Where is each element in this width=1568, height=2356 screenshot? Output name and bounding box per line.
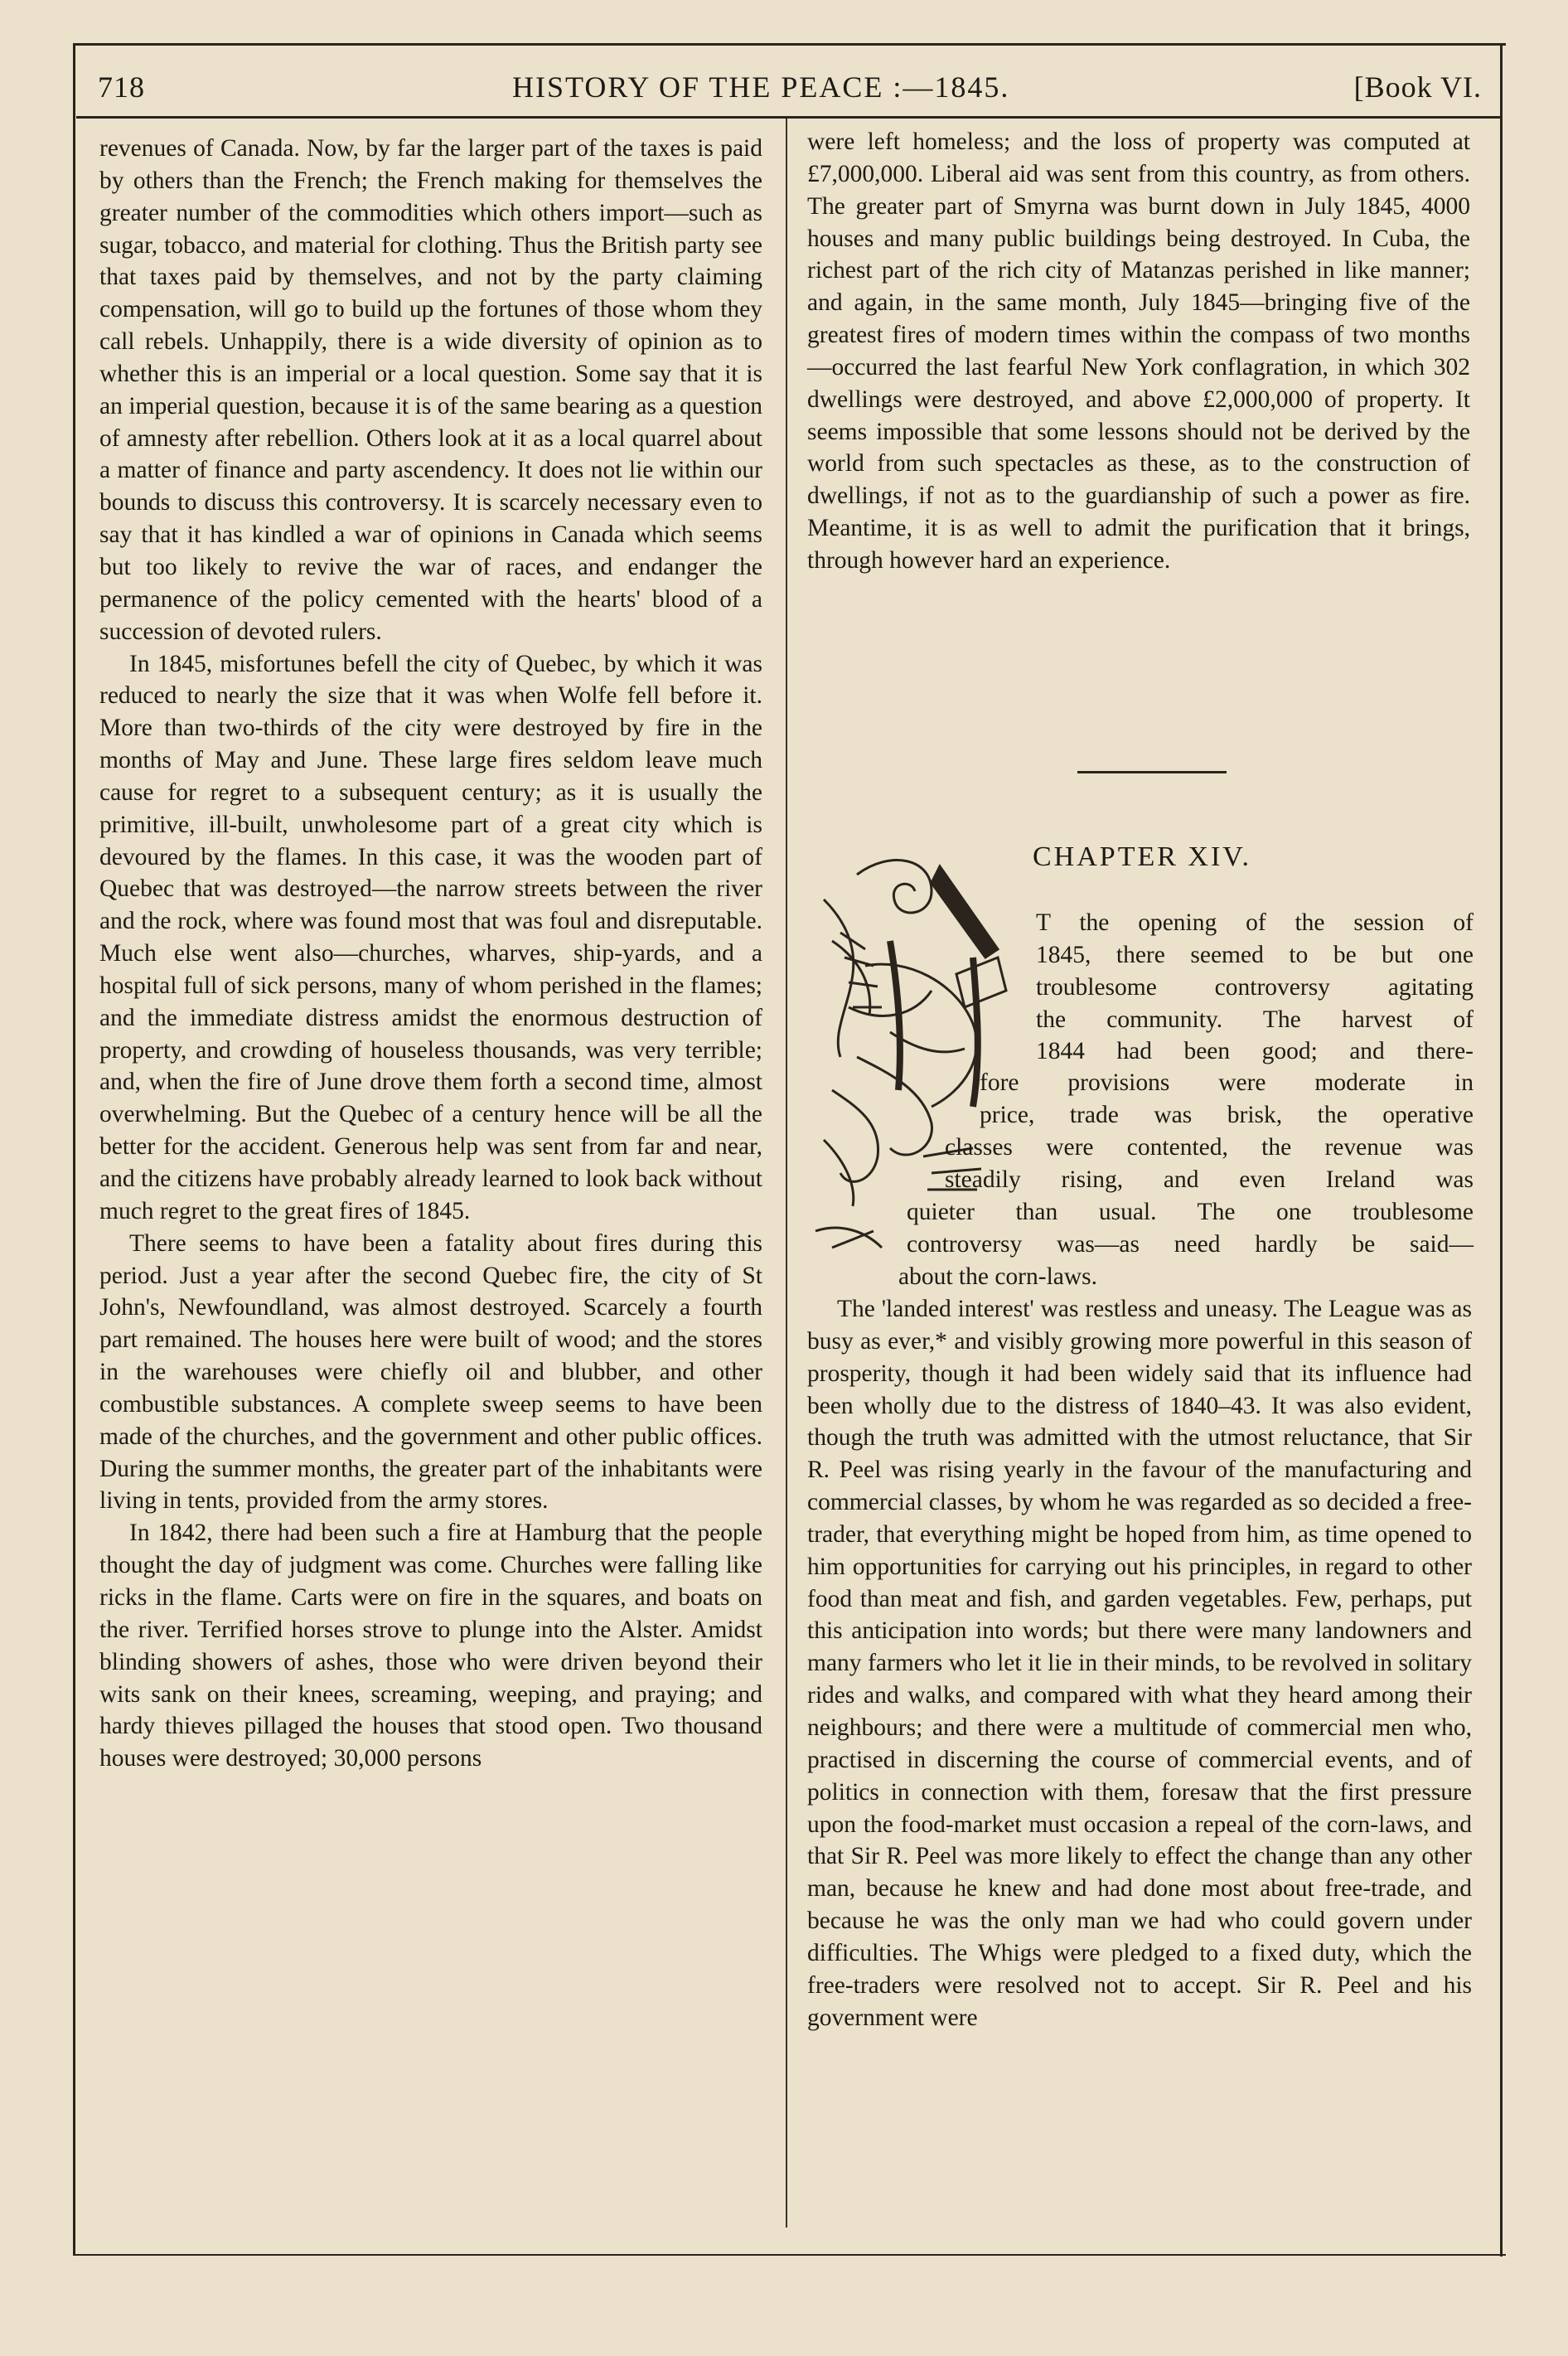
paragraph: In 1845, misfortunes befell the city of Quebec, by which it was reduced to nearly the size that it was when Wolfe fell before it. More than two-thirds of the city were destroyed by fire in the months of May and June. These large fires seldom leave much cause for regret to a subsequent century; as it is usually the primitive, ill-built, unwholesome part of a great city which is devoured by the flames. In this case, it was the wooden part of Quebec that was destroyed—the narrow streets between the river and the rock, where was found most that was foul and disreputable. Much else went also—churches, wharves, ship-yards, and a hospital full of sick persons, many of whom perished in the flames; and the immediate distress amidst the enormous destruction of property, and crowding of houseless thousands, was very terrible; and, when the fire of June drove them forth a second time, almost overwhelming. But the Quebec of a century hence will be all the better for the accident. Generous help was sent from far and near, and the citizens have probably already learned to look back without much regret to the great fires of 1845. [99,650,762,1224]
text-line: price, trade was brisk, the operative [980,1101,1474,1128]
paragraph: There seems to have been a fatality about fires during this period. Just a year after the second Quebec fire, the city of St John's, Newfoundland, was almost destroyed. Scarcely a fourth part remained. The houses here were built of wood; and the stores in the warehouses were chiefly oil and blubber, and other combustible substances. A complete sweep seems to have been made of the churches, and the government and other public offices. During the summer months, the greater part of the inhabitants were living in tents, provided from the army stores. [99,1229,762,1515]
text-line: fore provisions were moderate in [980,1069,1474,1096]
chapter-opening-lines [1036,907,1474,1068]
text-line: troublesome controversy agitating [1036,973,1474,1001]
chapter-opening-lines [898,1261,1474,1293]
right-border-rule [1500,43,1503,2257]
running-header [98,65,1482,114]
right-column-bottom [807,1293,1472,2034]
left-column [99,133,762,1775]
text-line: classes were contented, the revenue was [945,1134,1474,1161]
text-line: steadily rising, and even Ireland was [945,1166,1474,1193]
book-label: [Book VI. [1353,70,1482,104]
chapter-title: CHAPTER XIV. [1033,841,1251,872]
page-number: 718 [98,70,145,104]
running-title: HISTORY OF THE PEACE :—1845. [512,70,1010,104]
chapter-opening-lines [980,1067,1474,1132]
text-line: 1845, there seemed to be but one [1036,941,1474,968]
section-separator [1077,771,1227,773]
column-rule [786,119,787,2228]
right-column-top [807,126,1470,577]
paragraph: In 1842, there had been such a fire at Hamburg that the people thought the day of judgment was come. Churches were falling like ricks in the flame. Carts were on fire in the squares, and boats on the river. Terrified horses strove to plunge into the Alster. Amidst blinding showers of ashes, those who were driven beyond their wits sank on their knees, screaming, weeping, and praying; and hardy thieves pillaged the houses that stood open. Two thousand houses were destroyed; 30,000 persons [99,1520,762,1772]
chapter-opening-lines [907,1196,1474,1261]
text-line: quieter than usual. The one troublesome [907,1199,1474,1225]
text-line: controversy was—as need hardly be said— [907,1230,1474,1258]
text-line: T the opening of the session of [1036,909,1474,936]
header-rule [76,116,1500,119]
text-line: about the corn-laws. [898,1263,1098,1290]
paragraph: The 'landed interest' was restless and uneasy. The League was as busy as ever,* and visibly growing more powerful in this season of prosperity, though it had been widely said that its influence had been wholly due to the distress of 1840–43. It was also evident, though the truth was admitted with the utmost reluctance, that Sir R. Peel was rising yearly in the favour of the manufacturing and commercial classes, by whom he was regarded as so decided a free-trader, that everything might be hoped from him, as time opened to him opportunities for carrying out his principles, in regard to other food than meat and fish, and garden vegetables. Few, perhaps, put this anticipation into words; but there were many landowners and many farmers who let it lie in their minds, to be revolved in solitary rides and walks, and compared with what they heard among their neighbours; and there were a multitude of commercial men who, practised in discerning the course of commercial events, and of politics in connection with them, foresaw that the first pressure upon the food-market must occasion a repeal of the corn-laws, and that Sir R. Peel was more likely to effect the change than any other man, because he knew and had done most about free-trade, and because he was the only man we had who could govern under difficulties. The Whigs were pledged to a fixed duty, which the free-traders were resolved not to accept. Sir R. Peel and his government were [807,1296,1472,2031]
chapter-opening-lines [945,1132,1474,1196]
paragraph: were left homeless; and the loss of property was computed at £7,000,000. Liberal aid was sent from this country, as from others. The greater part of Smyrna was burnt down in July 1845, 4000 houses and many public buildings being destroyed. In Cuba, the richest part of the rich city of Matanzas perished in like manner; and again, in the same month, July 1845—bringing five of the greatest fires of modern times within the compass of two months —occurred the last fearful New York conflagration, in which 302 dwellings were destroyed, and above £2,000,000 of property. It seems impossible that some lessons should not be derived by the world from such spectacles as these, as to the construction of dwellings, if not as to the guardianship of such a power as fire. Meantime, it is as well to admit the purification that it brings, through however hard an experience. [807,128,1470,574]
text-line: 1844 had been good; and there- [1036,1038,1474,1065]
text-line: the community. The harvest of [1036,1006,1474,1033]
paragraph: revenues of Canada. Now, by far the larger part of the taxes is paid by others than the French; the French making for themselves the greater number of the commodities which others import—such as sugar, tobacco, and material for clothing. Thus the British party see that taxes paid by themselves, and not by the party claiming compensation, will go to build up the fortunes of those whom they call rebels. Unhappily, there is a wide diversity of opinion as to whether this is an imperial or a local question. Some say that it is an imperial question, because it is of the same bearing as a question of amnesty after rebellion. Others look at it as a local quarrel about a matter of finance and party ascendency. It does not lie within our bounds to discuss this controversy. It is scarcely necessary even to say that it has kindled a war of opinions in Canada which seems but too likely to revive the war of races, and endanger the permanence of the policy cemented with the hearts' blood of a succession of devoted rulers. [99,135,762,645]
